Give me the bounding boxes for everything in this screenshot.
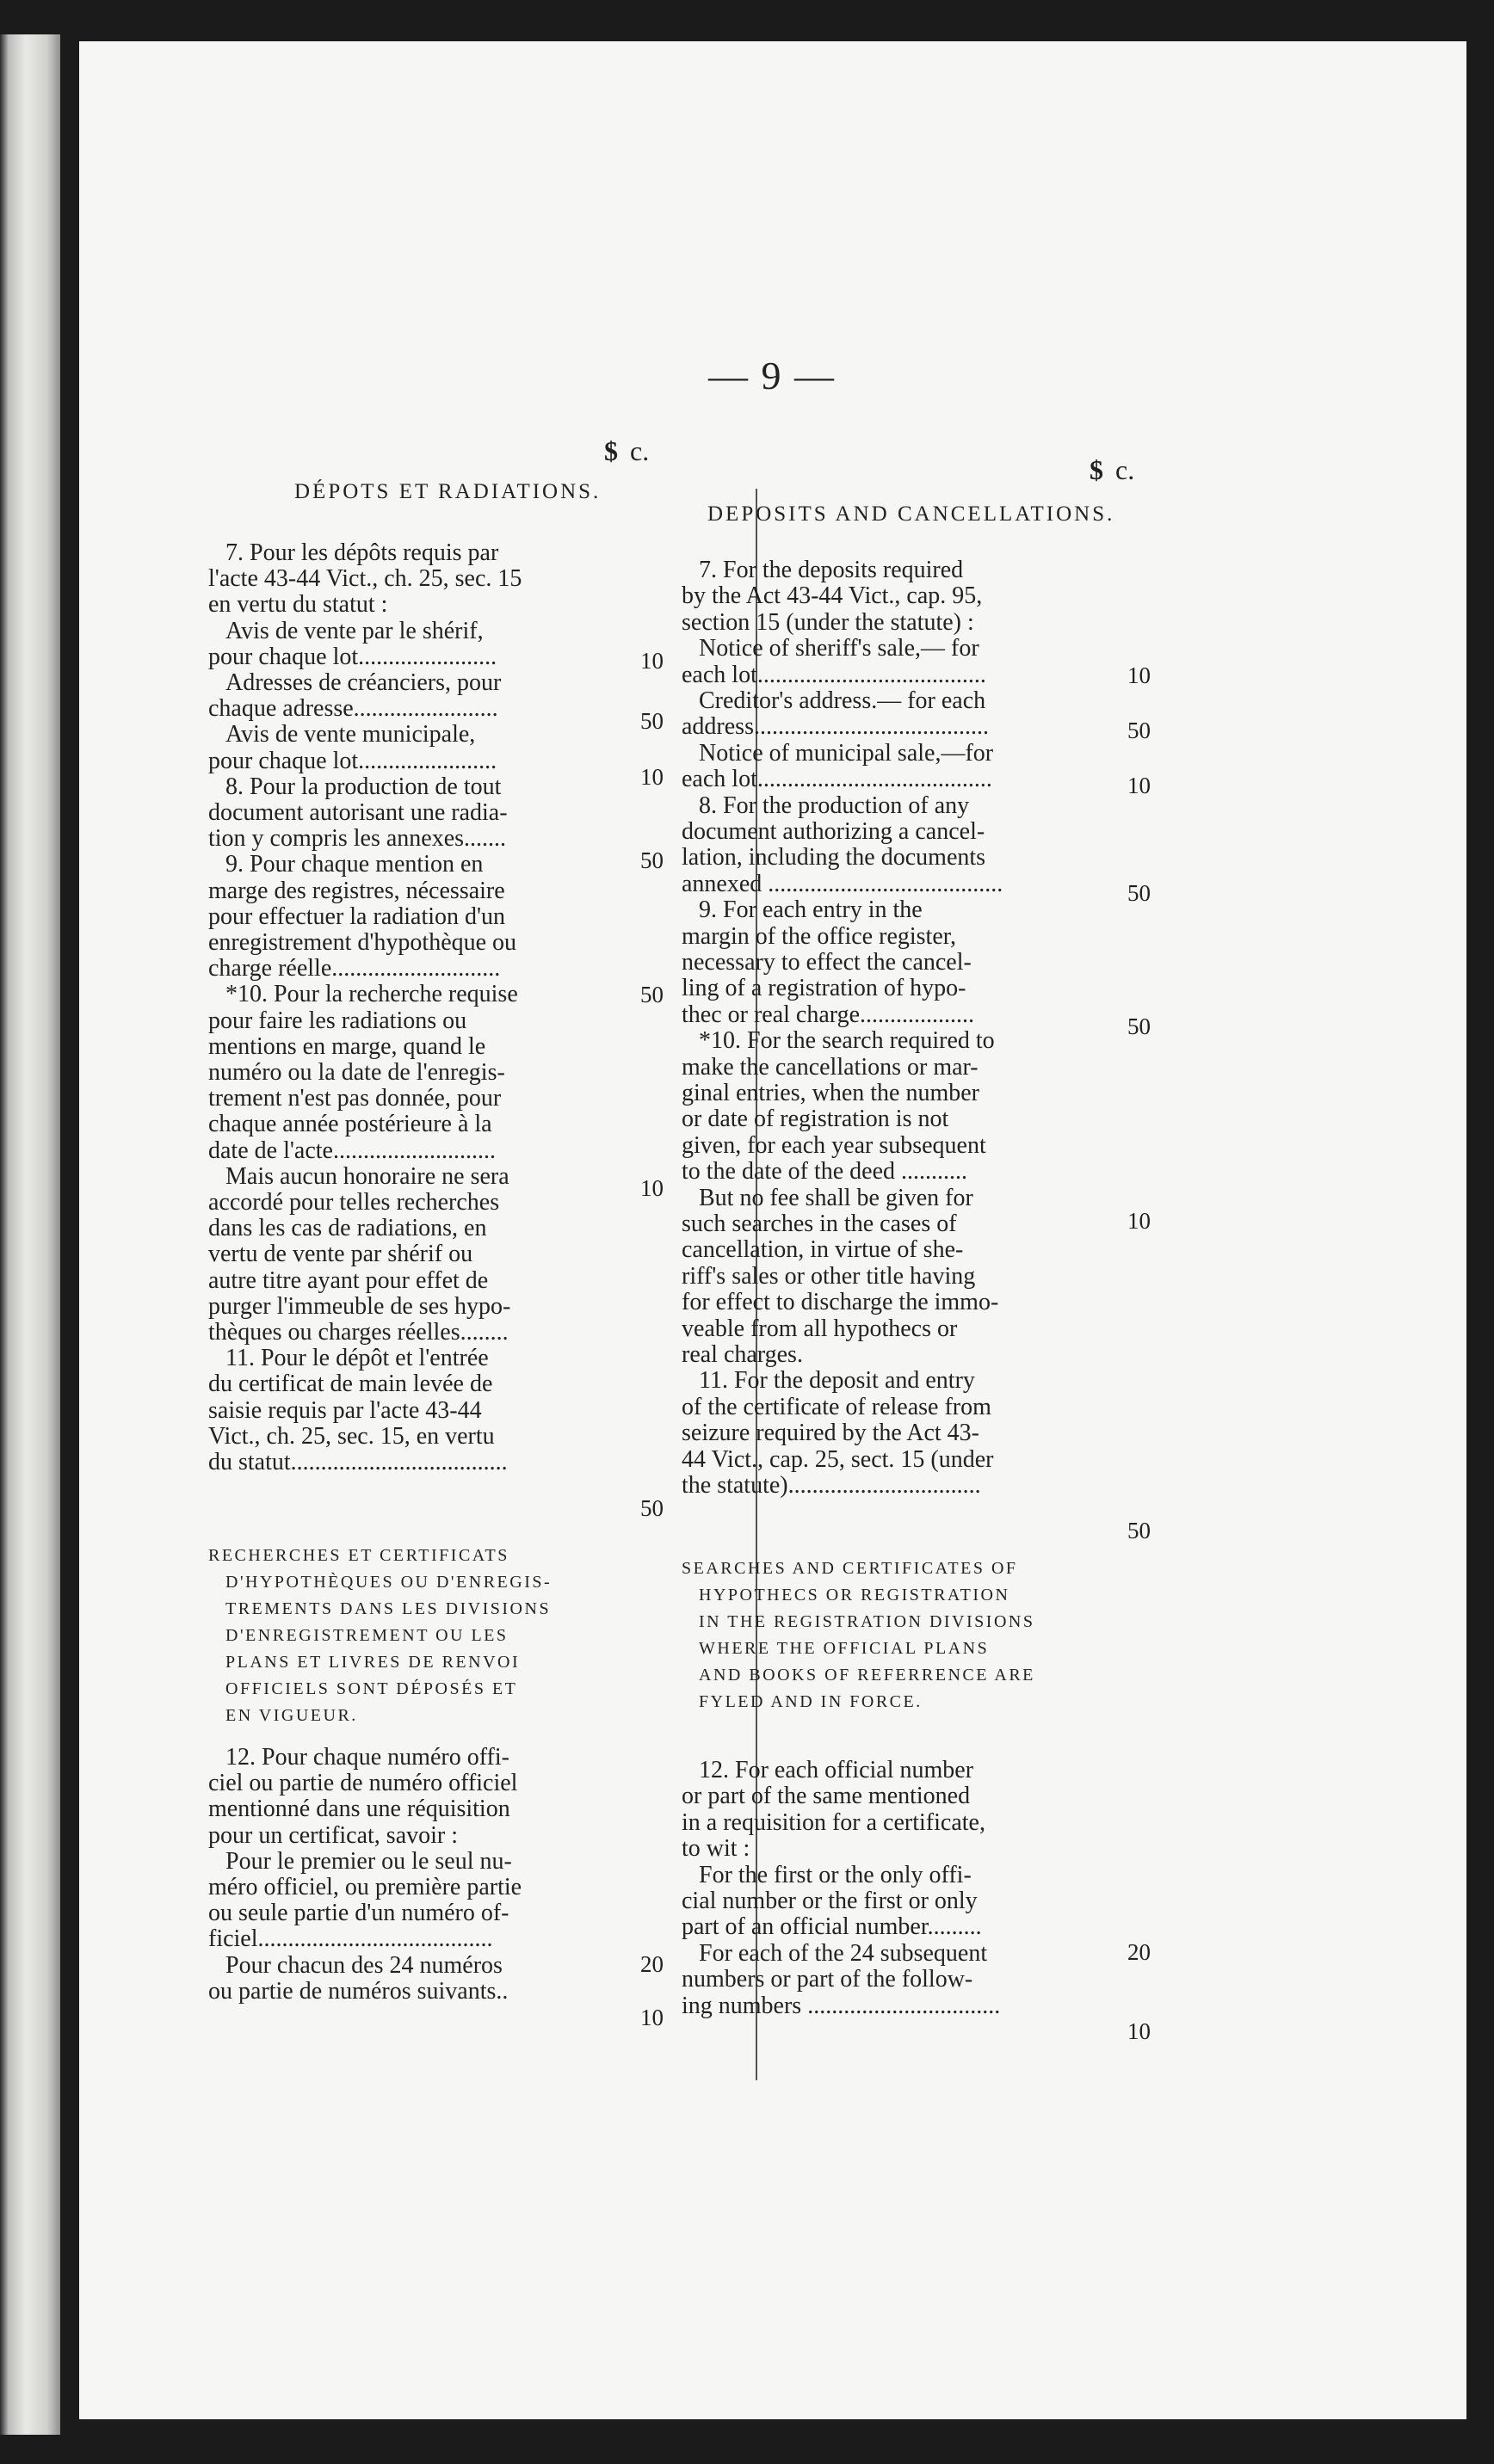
text-line: to wit : bbox=[682, 1836, 750, 1863]
dollar-symbol: $ bbox=[604, 435, 618, 466]
text-line: annexed ....................................... bbox=[682, 871, 1003, 897]
section-heading-line: TREMENTS DANS LES DIVISIONS bbox=[225, 1599, 552, 1618]
fee-amount: 20 bbox=[640, 1951, 664, 1977]
text-line: Creditor's address.— for each bbox=[699, 688, 986, 714]
text-line: enregistrement d'hypothèque ou bbox=[208, 930, 517, 956]
text-line: by the Act 43-44 Vict., cap. 95, bbox=[682, 583, 983, 610]
text-line: saisie requis par l'acte 43-44 bbox=[208, 1397, 482, 1424]
text-line: ou partie de numéros suivants.. bbox=[208, 1978, 509, 2005]
text-line: charge réelle............................ bbox=[208, 956, 501, 983]
fee-amount: 10 bbox=[1127, 1208, 1151, 1234]
fee-amount: 50 bbox=[640, 708, 664, 734]
french-section-title: DÉPOTS ET RADIATIONS. bbox=[294, 480, 602, 503]
fee-amount: 10 bbox=[1127, 662, 1151, 688]
text-line: numéro ou la date de l'enregis- bbox=[208, 1060, 505, 1086]
text-line: Vict., ch. 25, sec. 15, en vertu bbox=[208, 1423, 495, 1450]
text-line: Avis de vente municipale, bbox=[225, 722, 476, 748]
text-line: ling of a registration of hypo- bbox=[682, 976, 966, 1002]
text-line: each lot...................................... bbox=[682, 662, 986, 688]
text-line: pour un certificat, savoir : bbox=[208, 1822, 459, 1849]
text-line: to the date of the deed ........... bbox=[682, 1159, 968, 1186]
french-money-header bbox=[604, 435, 649, 467]
text-line: l'acte 43-44 Vict., ch. 25, sec. 15 bbox=[208, 566, 522, 593]
text-line: autre titre ayant pour effet de bbox=[208, 1267, 489, 1294]
text-line: Mais aucun honoraire ne sera bbox=[225, 1163, 509, 1190]
fee-amount: 50 bbox=[1127, 1013, 1151, 1039]
text-line: real charges. bbox=[682, 1342, 803, 1368]
cents-symbol: c. bbox=[1115, 454, 1135, 485]
text-line: en vertu du statut : bbox=[208, 592, 388, 619]
section-heading-line: OFFICIELS SONT DÉPOSÉS ET bbox=[225, 1679, 518, 1698]
fee-amount: 10 bbox=[1127, 2018, 1151, 2044]
text-line: cancellation, in virtue of she- bbox=[682, 1237, 964, 1264]
section-heading-line: WHERE THE OFFICIAL PLANS bbox=[699, 1639, 990, 1658]
fee-amount: 20 bbox=[1127, 1939, 1151, 1965]
text-line: Adresses de créanciers, pour bbox=[225, 670, 502, 696]
text-line: vertu de vente par shérif ou bbox=[208, 1241, 473, 1268]
text-line: du certificat de main levée de bbox=[208, 1371, 493, 1398]
text-line: 12. For each official number bbox=[699, 1758, 974, 1783]
text-line: méro officiel, ou première partie bbox=[208, 1875, 522, 1900]
text-line: make the cancellations or mar- bbox=[682, 1054, 979, 1081]
book-spine-edge bbox=[0, 34, 60, 2435]
text-line: address....................................... bbox=[682, 714, 989, 741]
fee-amount: 10 bbox=[1127, 773, 1151, 798]
fee-amount: 50 bbox=[1127, 718, 1151, 743]
fee-amount: 10 bbox=[640, 1175, 664, 1201]
text-line: For each of the 24 subsequent bbox=[699, 1940, 988, 1967]
text-line: 8. For the production of any bbox=[699, 792, 970, 819]
fee-amount: 50 bbox=[1127, 880, 1151, 906]
english-money-header bbox=[1090, 454, 1134, 486]
section-heading-line: SEARCHES AND CERTIFICATES OF bbox=[682, 1559, 1018, 1578]
text-line: mentionné dans une réquisition bbox=[208, 1796, 510, 1823]
cents-symbol: c. bbox=[630, 435, 650, 466]
text-line: necessary to effect the cancel- bbox=[682, 950, 972, 976]
section-heading-line: FYLED AND IN FORCE. bbox=[699, 1692, 923, 1711]
fee-amount: 50 bbox=[1127, 1518, 1151, 1543]
text-line: given, for each year subsequent bbox=[682, 1132, 986, 1159]
text-line: Notice of municipal sale,—for bbox=[699, 740, 994, 767]
text-line: Pour le premier ou le seul nu- bbox=[225, 1848, 512, 1875]
text-line: seizure required by the Act 43- bbox=[682, 1420, 979, 1447]
text-line: thèques ou charges réelles........ bbox=[208, 1320, 509, 1346]
text-line: pour effectuer la radiation d'un bbox=[208, 903, 506, 930]
text-line: tion y compris les annexes....... bbox=[208, 826, 507, 853]
text-line: document autorisant une radia- bbox=[208, 800, 508, 826]
text-line: thec or real charge................... bbox=[682, 1001, 975, 1028]
text-line: riff's sales or other title having bbox=[682, 1263, 976, 1290]
text-line: For the first or the only offi- bbox=[699, 1862, 972, 1888]
text-line: purger l'immeuble de ses hypo- bbox=[208, 1293, 511, 1320]
text-line: date de l'acte........................... bbox=[208, 1137, 496, 1164]
text-line: 8. Pour la production de tout bbox=[225, 773, 502, 800]
fee-amount: 50 bbox=[640, 847, 664, 873]
section-heading-line: EN VIGUEUR. bbox=[225, 1706, 358, 1725]
text-line: or date of registration is not bbox=[682, 1106, 949, 1133]
fee-amount: 50 bbox=[640, 1495, 664, 1521]
fee-amount: 50 bbox=[640, 982, 664, 1007]
text-line: pour chaque lot....................... bbox=[208, 644, 497, 670]
text-line: such searches in the cases of bbox=[682, 1211, 957, 1237]
text-line: part of an official number......... bbox=[682, 1914, 982, 1941]
text-line: But no fee shall be given for bbox=[699, 1185, 973, 1211]
text-line: the statute)................................ bbox=[682, 1473, 981, 1499]
text-line: lation, including the documents bbox=[682, 845, 986, 872]
document-page bbox=[79, 41, 1466, 2419]
text-line: of the certificate of release from bbox=[682, 1394, 991, 1420]
text-line: numbers or part of the follow- bbox=[682, 1967, 973, 1993]
fee-amount: 10 bbox=[640, 764, 664, 790]
section-heading-line: AND BOOKS OF REFERRENCE ARE bbox=[699, 1666, 1035, 1685]
text-line: du statut.................................... bbox=[208, 1450, 508, 1475]
text-line: ou seule partie d'un numéro of- bbox=[208, 1900, 509, 1927]
section-heading-line: D'ENREGISTREMENT OU LES bbox=[225, 1626, 509, 1645]
dollar-symbol: $ bbox=[1090, 454, 1103, 485]
section-heading-line: PLANS ET LIVRES DE RENVOI bbox=[225, 1653, 521, 1672]
text-line: Notice of sheriff's sale,— for bbox=[699, 636, 979, 662]
text-line: chaque adresse........................ bbox=[208, 696, 498, 723]
text-line: 7. Pour les dépôts requis par bbox=[225, 540, 499, 566]
text-line: *10. For the search required to bbox=[699, 1028, 995, 1055]
text-line: ficiel....................................... bbox=[208, 1926, 493, 1953]
fee-amount: 10 bbox=[640, 2005, 664, 2030]
section-heading-line: RECHERCHES ET CERTIFICATS bbox=[208, 1546, 509, 1565]
text-line: in a requisition for a certificate, bbox=[682, 1809, 985, 1836]
text-line: or part of the same mentioned bbox=[682, 1783, 971, 1810]
english-section-title: DEPOSITS AND CANCELLATIONS. bbox=[707, 502, 1115, 526]
text-line: 9. Pour chaque mention en bbox=[225, 852, 484, 878]
text-line: 44 Vict., cap. 25, sect. 15 (under bbox=[682, 1446, 994, 1473]
text-line: 12. Pour chaque numéro offi- bbox=[225, 1745, 509, 1771]
fee-amount: 10 bbox=[640, 648, 664, 674]
text-line: 7. For the deposits required bbox=[699, 557, 964, 583]
text-line: ing numbers ................................ bbox=[682, 1993, 1001, 2019]
text-line: marge des registres, nécessaire bbox=[208, 878, 505, 904]
text-line: mentions en marge, quand le bbox=[208, 1033, 486, 1060]
section-heading-line: HYPOTHECS OR REGISTRATION bbox=[699, 1586, 1010, 1605]
text-line: document authorizing a cancel- bbox=[682, 819, 985, 845]
text-line: section 15 (under the statute) : bbox=[682, 609, 974, 636]
section-heading-line: IN THE REGISTRATION DIVISIONS bbox=[699, 1612, 1035, 1631]
text-line: each lot....................................... bbox=[682, 767, 992, 793]
text-line: Pour chacun des 24 numéros bbox=[225, 1952, 503, 1979]
text-line: 11. Pour le dépôt et l'entrée bbox=[225, 1346, 489, 1372]
page-number: — 9 — bbox=[708, 354, 836, 397]
text-line: pour chaque lot....................... bbox=[208, 748, 497, 774]
text-line: accordé pour telles recherches bbox=[208, 1190, 500, 1216]
text-line: for effect to discharge the immo- bbox=[682, 1290, 999, 1316]
text-line: ginal entries, when the number bbox=[682, 1081, 980, 1106]
text-line: cial number or the first or only bbox=[682, 1888, 978, 1914]
text-line: dans les cas de radiations, en bbox=[208, 1216, 487, 1242]
text-line: chaque année postérieure à la bbox=[208, 1112, 492, 1138]
text-line: 11. For the deposit and entry bbox=[699, 1368, 975, 1395]
text-line: trement n'est pas donnée, pour bbox=[208, 1086, 502, 1112]
text-line: pour faire les radiations ou bbox=[208, 1007, 467, 1034]
text-line: *10. Pour la recherche requise bbox=[225, 982, 518, 1008]
text-line: Avis de vente par le shérif, bbox=[225, 618, 484, 644]
text-line: ciel ou partie de numéro officiel bbox=[208, 1771, 518, 1797]
section-heading-line: D'HYPOTHÈQUES OU D'ENREGIS- bbox=[225, 1573, 553, 1592]
text-line: 9. For each entry in the bbox=[699, 897, 923, 924]
text-line: margin of the office register, bbox=[682, 923, 956, 950]
text-line: veable from all hypothecs or bbox=[682, 1315, 958, 1342]
